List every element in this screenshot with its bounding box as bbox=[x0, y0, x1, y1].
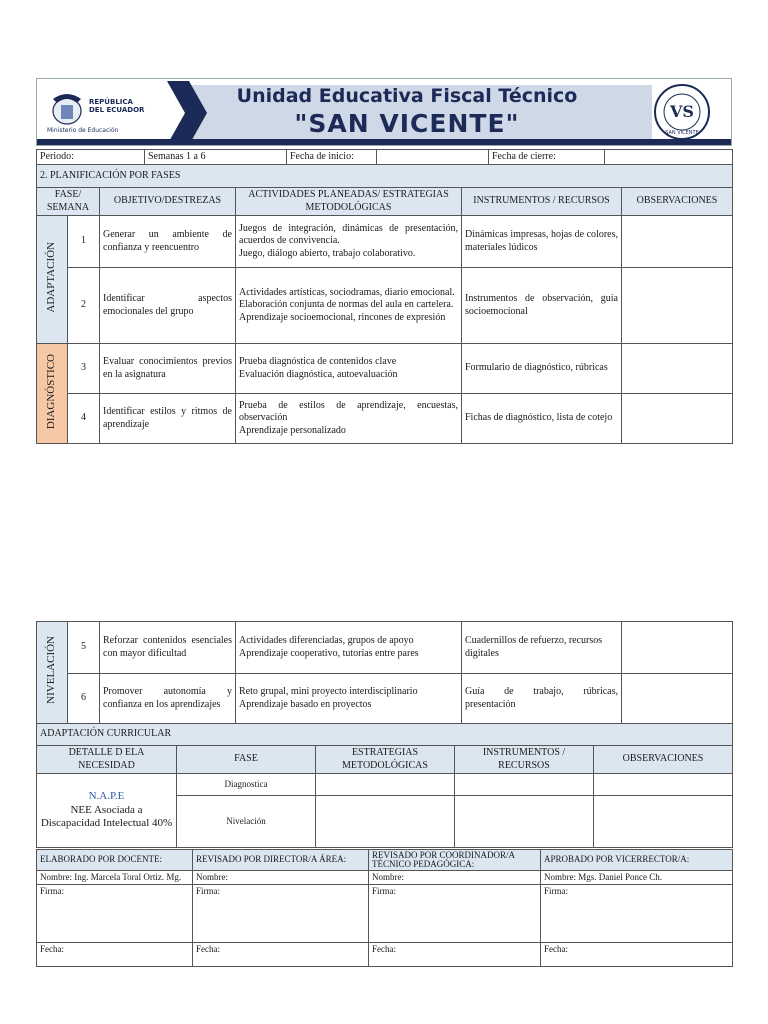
adaptation-title: ADAPTACIÓN CURRICULAR bbox=[37, 724, 733, 746]
phase-diagnostico: DIAGNÓSTICO bbox=[37, 344, 68, 444]
week-number: 2 bbox=[68, 268, 100, 344]
nape-label: N.A.P.E bbox=[88, 789, 125, 802]
header-instrumentos: INSTRUMENTOS / RECURSOS bbox=[462, 188, 622, 216]
resources-cell: Dinámicas impresas, hojas de colores, materiales lúdicos bbox=[462, 216, 622, 268]
director-label: REVISADO POR DIRECTOR/A ÁREA: bbox=[193, 850, 369, 871]
table-row bbox=[37, 216, 733, 268]
nee-description: NEE Asociada a Discapacidad Intelectual 40% bbox=[40, 803, 173, 830]
objective-cell: Identificar estilos y ritmos de aprendizaje bbox=[100, 394, 236, 444]
resources-cell: Fichas de diagnóstico, lista de cotejo bbox=[462, 394, 622, 444]
header-observaciones: OBSERVACIONES bbox=[622, 188, 733, 216]
docente-firma: Firma: bbox=[37, 885, 193, 943]
plan-table-continued bbox=[36, 621, 733, 724]
periodo-value: Semanas 1 a 6 bbox=[145, 150, 287, 166]
table-row bbox=[37, 394, 733, 444]
phase-nivelacion: NIVELACIÓN bbox=[37, 622, 68, 724]
periodo-label: Periodo: bbox=[37, 150, 145, 166]
objective-cell: Reforzar contenidos esenciales con mayor dificultad bbox=[100, 622, 236, 674]
signature-table bbox=[36, 849, 733, 967]
fase-nivelacion: Nivelación bbox=[177, 796, 316, 848]
school-title: Unidad Educativa Fiscal Técnico bbox=[236, 85, 578, 107]
director-name: Nombre: bbox=[193, 871, 369, 885]
fecha-cierre-value bbox=[605, 150, 733, 166]
phase-adaptacion: ADAPTACIÓN bbox=[37, 216, 68, 344]
director-fecha: Fecha: bbox=[193, 943, 369, 967]
observations-cell bbox=[622, 216, 733, 268]
coat-of-arms-icon bbox=[47, 91, 87, 127]
resources-cell: Formulario de diagnóstico, rúbricas bbox=[462, 344, 622, 394]
week-number: 5 bbox=[68, 622, 100, 674]
ministry-republic: REPÚBLICA DEL ECUADOR bbox=[89, 98, 145, 114]
coordinador-label: REVISADO POR COORDINADOR/A TÉCNICO PEDAGÓGICA: bbox=[369, 850, 541, 871]
objective-cell: Evaluar conocimientos previos en la asignatura bbox=[100, 344, 236, 394]
coordinador-firma: Firma: bbox=[369, 885, 541, 943]
objective-cell: Promover autonomía y confianza en los aprendizajes bbox=[100, 674, 236, 724]
svg-text:VS: VS bbox=[670, 102, 694, 121]
activities-cell: Actividades diferenciadas, grupos de apoyo Aprendizaje cooperativo, tutorías entre pares bbox=[236, 622, 462, 674]
estrategias-cell bbox=[316, 796, 455, 848]
nee-detail bbox=[37, 774, 177, 848]
resources-cell: Guía de trabajo, rúbricas, presentación bbox=[462, 674, 622, 724]
week-number: 3 bbox=[68, 344, 100, 394]
activities-cell: Juegos de integración, dinámicas de presentación, acuerdos de convivencia. Juego, diálogo abierto, trabajo colaborativo. bbox=[236, 216, 462, 268]
vicerrector-fecha: Fecha: bbox=[541, 943, 733, 967]
header-observaciones: OBSERVACIONES bbox=[594, 746, 733, 774]
header-instrumentos: INSTRUMENTOS / RECURSOS bbox=[455, 746, 594, 774]
fecha-cierre-label: Fecha de cierre: bbox=[489, 150, 605, 166]
fecha-inicio-value bbox=[377, 150, 489, 166]
resources-cell: Cuadernillos de refuerzo, recursos digitales bbox=[462, 622, 622, 674]
instrumentos-cell bbox=[455, 774, 594, 796]
resources-cell: Instrumentos de observación, guía socioemocional bbox=[462, 268, 622, 344]
vicerrector-label: APROBADO POR VICERRECTOR/A: bbox=[541, 850, 733, 871]
objective-cell: Identificar aspectos emocionales del grupo bbox=[100, 268, 236, 344]
observaciones-cell bbox=[594, 774, 733, 796]
observations-cell bbox=[622, 394, 733, 444]
activities-cell: Actividades artísticas, sociodramas, diario emocional. Elaboración conjunta de normas del aula en cartelera. Aprendizaje socioemocional, rincones de expresión bbox=[236, 268, 462, 344]
school-seal-icon bbox=[647, 83, 717, 141]
table-row bbox=[37, 622, 733, 674]
vicerrector-firma: Firma: bbox=[541, 885, 733, 943]
week-number: 4 bbox=[68, 394, 100, 444]
week-number: 1 bbox=[68, 216, 100, 268]
docente-name: Nombre: Ing. Marcela Toral Ortiz. Mg. bbox=[37, 871, 193, 885]
adaptation-table bbox=[36, 723, 733, 848]
header-banner bbox=[36, 78, 732, 146]
svg-text:SAN VICENTE: SAN VICENTE bbox=[665, 130, 699, 136]
table-row bbox=[37, 268, 733, 344]
activities-cell: Reto grupal, mini proyecto interdisciplinario Aprendizaje basado en proyectos bbox=[236, 674, 462, 724]
observations-cell bbox=[622, 344, 733, 394]
vicerrector-name: Nombre: Mgs. Daniel Ponce Ch. bbox=[541, 871, 733, 885]
coordinador-fecha: Fecha: bbox=[369, 943, 541, 967]
observaciones-cell bbox=[594, 796, 733, 848]
banner-bottom-line bbox=[37, 139, 732, 145]
observations-cell bbox=[622, 674, 733, 724]
activities-cell: Prueba diagnóstica de contenidos clave Evaluación diagnóstica, autoevaluación bbox=[236, 344, 462, 394]
estrategias-cell bbox=[316, 774, 455, 796]
director-firma: Firma: bbox=[193, 885, 369, 943]
ministry-logo bbox=[43, 87, 173, 139]
header-objetivo: OBJETIVO/DESTREZAS bbox=[100, 188, 236, 216]
objective-cell: Generar un ambiente de confianza y reencuentro bbox=[100, 216, 236, 268]
activities-cell: Prueba de estilos de aprendizaje, encuestas, observación Aprendizaje personalizado bbox=[236, 394, 462, 444]
header-estrategias: ESTRATEGIAS METODOLÓGICAS bbox=[316, 746, 455, 774]
week-number: 6 bbox=[68, 674, 100, 724]
header-actividades: ACTIVIDADES PLANEADAS/ ESTRATEGIAS METODOLÓGICAS bbox=[236, 188, 462, 216]
header-detalle: DETALLE D ELA NECESIDAD bbox=[37, 746, 177, 774]
plan-table bbox=[36, 164, 733, 444]
fase-diagnostica: Diagnostica bbox=[177, 774, 316, 796]
table-row bbox=[37, 344, 733, 394]
fecha-inicio-label: Fecha de inicio: bbox=[287, 150, 377, 166]
header-fase: FASE bbox=[177, 746, 316, 774]
coordinador-name: Nombre: bbox=[369, 871, 541, 885]
ministry-name: Ministerio de Educación bbox=[47, 127, 119, 134]
header-fase: FASE/ SEMANA bbox=[37, 188, 100, 216]
instrumentos-cell bbox=[455, 796, 594, 848]
observations-cell bbox=[622, 268, 733, 344]
docente-label: ELABORADO POR DOCENTE: bbox=[37, 850, 193, 871]
docente-fecha: Fecha: bbox=[37, 943, 193, 967]
observations-cell bbox=[622, 622, 733, 674]
table-row bbox=[37, 674, 733, 724]
school-name: "SAN VICENTE" bbox=[294, 109, 520, 138]
section-title: 2. PLANIFICACIÓN POR FASES bbox=[37, 165, 733, 188]
